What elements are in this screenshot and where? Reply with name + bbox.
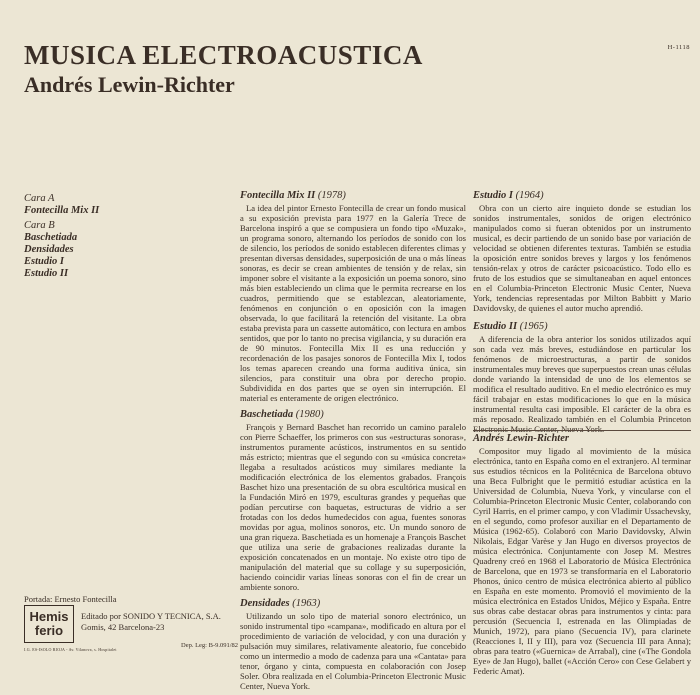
section-text-estudio-2: A diferencia de la obra anterior los sonidos utilizados aquí son cada vez más breves, estudiándose en particular los fenómenos de microestructuras, a partir de sonidos instrumentales muy breves que superpuestos crean unas células donde variando la intensidad de uno de los elementos se modifica el resultado auditivo. En el medio electrónico es muy fácil trabajar en estas modificaciones lo que en la música instrumental resulta casi imposible. El carácter de la obra es más reposado. Realizado también en el Columbia Princeton Electronic Music Center, Nueva York. [473, 334, 691, 434]
tracklist [24, 193, 214, 280]
notes-column-middle [240, 190, 466, 691]
track-item: Estudio I [24, 256, 64, 267]
artist-name: Andrés Lewin-Richter [24, 72, 235, 97]
section-title-fontecilla: Fontecilla Mix II (1978) [240, 190, 346, 201]
section-text-densidades: Utilizando un solo tipo de material sonoro electrónico, un sonido instrumental tipo «campana», modificado en altura por el procedimiento de variación de velocidad, y con una duración y pulsación muy similares, relativamente aleatorio, fue concebido como un intermedio a modo de cadenza para una «Cantata» para tenor, órgano y cinta, compuesta en colaboración con Josep Soler. Obra realizada en el Columbia-Princeton Electronic Music Center, Nueva York. [240, 611, 466, 691]
cover-credit: Portada: Ernesto Fontecilla [24, 594, 117, 604]
hemisferio-logo [24, 605, 74, 643]
section-title-estudio-1: Estudio I (1964) [473, 190, 544, 201]
notes-column-right [473, 190, 691, 434]
logo-text-line: Hemis [29, 609, 69, 624]
track-item: Estudio II [24, 268, 69, 279]
section-text-baschetiada: François y Bernard Baschet han recorrido un camino paralelo con Pierre Schaeffer, los primeros con sus «estructuras sonoras», instrumentos puramente acústicos, instrumentos en su sentido más estricto; mientras que el segundo con su «música concreta» llegaba a resultados acústicos muy similares mediante la modificación electrónica de los elementos grabados. François Baschet hizo una presentación de su obra escultórica musical en la Fundación Miró en 1979, esculturas grandes y pequeñas que podían percutirse con baquetas, estructuras de vidrio a ser frotadas con los dedos humedecidos con agua, fuentes sonoras movidas por agua, molinos sonoros, etc. Un mundo sonoro de una gran riqueza. Baschetiada es un homenaje a François Baschet que utiliza una serie de grabaciones realizadas durante la exposición concatenados en un montaje. No existe otro tipo de manipulación del material que su collage y su superposición, haciendo coincidir varias líneas sonoras con el fin de crear un ambiente sonoro. [240, 422, 466, 592]
section-title-baschetiada: Baschetiada (1980) [240, 409, 324, 420]
track-item: Densidades [24, 244, 74, 255]
publisher-name: Editado por SONIDO Y TECNICA, S.A. [81, 611, 221, 621]
track-item: Baschetiada [24, 232, 78, 243]
legal-deposit: Dep. Leg: B-9.091/82 [181, 642, 239, 649]
logo-text-line: ferio [34, 623, 64, 638]
bio-title: Andrés Lewin-Richter [473, 433, 569, 444]
composer-bio [473, 430, 691, 676]
section-text-fontecilla: La idea del pintor Ernesto Fontecilla de crear un fondo musical a su exposición prevista para 1977 en la Galería Trece de Barcelona inspiró a que se compusiera un fondo tipo «Muzak», un programa sonoro, alternando los períodos de sonido con los de silencio, los períodos de sonido establecen diferentes climas y presentan diversas densidades, superposición de una o más líneas sonoras, es decir se crean ambientes de tensión y de relax, sin imponer sobre el visitante a la exposición un poema sonoro, sino más bien estableciendo un clima que le permita recrearse en los cuadros, permitiendo que se establezcan, aleatoriamente, fenómenos en conjunción o en oposición con la imagen observada, lo que facilitará la retención del visitante. La obra estaba prevista para un cassette automático, con lectura en ambos sentidos, que por lo tanto no precisa vigilancia, y su duración era de 90 minutos. Fontecilla Mix II es una reducción y recordenación de los pasajes sonoros de Fontecilla Mix I, todos los temas aparecen creando una forma auditiva única, sin silencios, para constituir una obra por derecho propio. Subdividida en dos partes que se oyen sin interrupción. El material es enteramente de origen electrónico. [240, 203, 466, 403]
catalog-number: H-1118 [667, 44, 690, 51]
side-b-label: Cara B [24, 220, 55, 231]
publisher-info [81, 611, 241, 633]
side-a-label: Cara A [24, 193, 55, 204]
album-title: MUSICA ELECTROACUSTICA [24, 40, 423, 70]
section-title-estudio-2: Estudio II (1965) [473, 321, 548, 332]
section-title-densidades: Densidades (1963) [240, 598, 321, 609]
printer-credit: I.G. ES-ISOLO RIOJA - Av. Vilanova, s. Hospitalet [24, 647, 117, 652]
publisher-address: Gomis, 42 Barcelona-23 [81, 622, 165, 632]
section-text-estudio-1: Obra con un cierto aire inquieto donde se estudian los sonidos instrumentales, sonidos de origen electrónico manipulados como si fueran obtenidos por un instrumento musical, es decir partiendo de un sonido base por variación de velocidad se obtienen diferentes texturas. También se estudia la oposición entre sonidos breves y largos y los fenómenos tensión-relax y otros de carácter psicoacústico. Todo ello es fruto de los estudios que se simultaneaban en aquel entonces en el Columbia-Princeton Electronic Music Center, Nueva York, tendencias representadas por Milton Babbitt y Mario Davidovsky, de quienes el autor mucho aprendió. [473, 203, 691, 313]
bio-text: Compositor muy ligado al movimiento de la música electrónica, tanto en España como en el extranjero. Al terminar sus estudios técnicos en la Politécnica de Barcelona obtuvo una Beca Fulbright que le permitió estudiar acústica en la Universidad de Columbia, Nueva York, y vincularse con el Columbia-Princeton Electronic Music Center, colaborando con Cyril Harris, en el primer campo, y con Vladimir Ussachevsky, en el segundo, como profesor auxiliar en el Departamento de Música (1962-65). Colaboró con Mario Davidovsky, Alwin Nikolais, Edgar Varèse y Jan Hugo en diversos proyectos de música electrónica. Conjuntamente con Josep M. Mestres Quadreny creó en 1968 el Laboratorio de Música Electrónica de Barcelona, que en 1973 se transformaría en el Laboratorio Phonos, único centro de música electrónica abierto al público en España en este momento. Promovió el movimiento de la música electrónica en Estados Unidos, Méjico y España. Entre sus obras cabe destacar obras para instrumentos y cinta: para percusión (Secuencia I, estrenada en las Olimpiadas de Munich, 1972), para piano (Secuencia IV), para clarinete (Reacciones I, II y III), para voz (Secuencia III para Anna); obras para teatro («Guernica» de Arrabal), cine («The Gondola Eye» de Jan Hugo), ballet («Acción Cero» con Cese Gelabert y Federic Amat). [473, 446, 691, 676]
track-item: Fontecilla Mix II [24, 205, 100, 216]
